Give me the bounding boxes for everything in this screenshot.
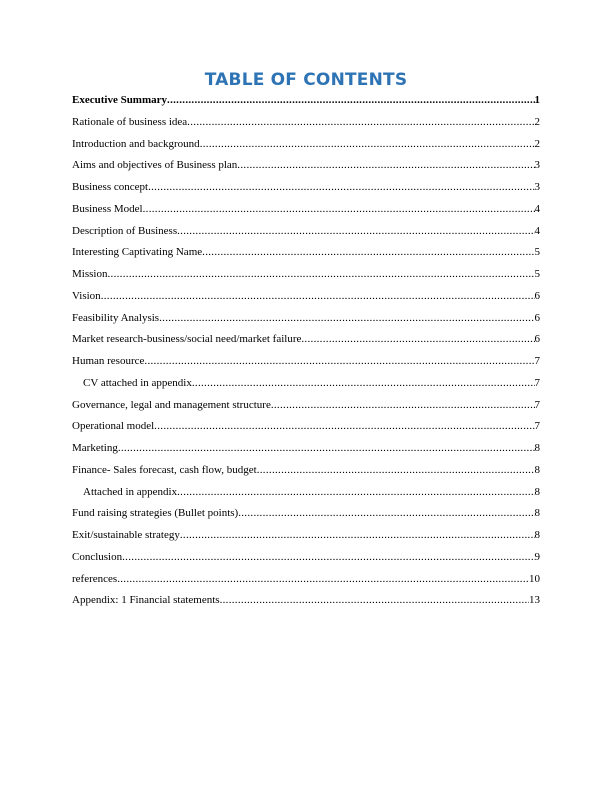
toc-dot-leader (177, 224, 534, 238)
toc-dot-leader (177, 485, 534, 499)
toc-dot-leader (159, 311, 534, 325)
toc-entry[interactable] (72, 461, 540, 483)
toc-entry[interactable] (72, 374, 540, 396)
toc-dot-leader (237, 158, 534, 172)
toc-dot-leader (118, 441, 535, 455)
toc-dot-leader (202, 245, 534, 259)
toc-entry-text: Conclusion (72, 550, 123, 563)
toc-entry[interactable] (72, 439, 540, 461)
toc-page-number: 9 (534, 550, 540, 563)
toc-entry-text: Market research-business/social need/market failure (72, 333, 302, 346)
toc-entry-text: Feasibility Analysis (72, 311, 160, 324)
toc-page-number: 7 (534, 376, 540, 389)
toc-entry-text: Finance- Sales forecast, cash flow, budget (72, 463, 257, 476)
toc-entry[interactable] (72, 504, 540, 526)
toc-page-number: 7 (534, 420, 540, 433)
toc-page-number: 4 (534, 202, 540, 215)
toc-entry-text: Aims and objectives of Business plan (72, 159, 238, 172)
toc-page-number: 8 (534, 442, 540, 454)
toc-dot-leader (301, 332, 534, 346)
toc-page-number: 6 (534, 289, 540, 302)
toc-page-number: 4 (534, 224, 540, 237)
toc-entry[interactable] (72, 591, 540, 613)
toc-dot-leader (154, 419, 534, 433)
toc-entry-text: Fund raising strategies (Bullet points) (72, 507, 239, 520)
toc-dot-leader (101, 289, 535, 303)
toc-entry[interactable] (72, 222, 540, 244)
toc-entry[interactable] (72, 352, 540, 374)
toc-page-number: 8 (534, 507, 540, 520)
toc-dot-leader (192, 376, 535, 390)
toc-entry-text: Description of Business (72, 224, 178, 237)
toc-entry[interactable] (72, 265, 540, 287)
toc-page-number: 6 (534, 333, 540, 346)
toc-page-number: 2 (534, 137, 540, 150)
toc-entry[interactable] (72, 483, 540, 505)
toc-entry-text: Mission (72, 268, 108, 280)
toc-entry[interactable] (72, 91, 540, 113)
toc-entry[interactable] (72, 526, 540, 548)
toc-page-number: 3 (534, 159, 540, 172)
toc-entry[interactable] (72, 156, 540, 178)
toc-entry-text: Exit/sustainable strategy (72, 529, 180, 541)
toc-list (72, 91, 540, 613)
toc-page-number: 8 (534, 485, 540, 498)
toc-dot-leader (167, 93, 534, 107)
toc-entry[interactable] (72, 135, 540, 157)
toc-dot-leader (143, 202, 535, 216)
toc-entry-text: Introduction and background (72, 137, 200, 150)
toc-entry-text: Operational model (72, 420, 155, 433)
toc-dot-leader (238, 506, 534, 520)
toc-dot-leader (107, 267, 534, 281)
toc-dot-leader (122, 550, 534, 564)
toc-entry[interactable] (72, 309, 540, 331)
toc-entry[interactable] (72, 287, 540, 309)
toc-entry-text: Vision (72, 289, 101, 302)
toc-entry-text: Interesting Captivating Name (72, 246, 203, 259)
toc-page-number: 1 (534, 94, 540, 106)
toc-dot-leader (180, 528, 535, 542)
toc-dot-leader (144, 354, 534, 368)
toc-entry-text: Executive Summary (72, 94, 168, 106)
toc-entry-text: Human resource (72, 355, 145, 367)
toc-entry[interactable] (72, 417, 540, 439)
toc-entry[interactable] (72, 548, 540, 570)
toc-dot-leader (148, 180, 534, 194)
toc-page-number: 6 (534, 311, 540, 324)
toc-title: TABLE OF CONTENTS (204, 70, 408, 90)
toc-dot-leader (200, 137, 535, 151)
toc-dot-leader (271, 398, 535, 412)
toc-entry-text: Rationale of business idea (72, 115, 188, 128)
toc-entry-text: Business Model (72, 202, 143, 215)
toc-entry[interactable] (72, 243, 540, 265)
toc-entry-text: Governance, legal and management structure (72, 398, 271, 411)
toc-dot-leader (117, 572, 529, 586)
toc-page-number: 7 (534, 355, 540, 367)
toc-entry[interactable] (72, 396, 540, 418)
toc-page-number: 5 (534, 268, 540, 280)
toc-page-number: 2 (534, 115, 540, 128)
toc-page-number: 13 (529, 594, 540, 607)
toc-entry-text: Appendix: 1 Financial statements (72, 594, 220, 607)
toc-entry-text: CV attached in appendix (83, 376, 192, 389)
toc-entry[interactable] (72, 178, 540, 200)
toc-entry-text: references (72, 572, 118, 585)
toc-entry[interactable] (72, 330, 540, 352)
toc-entry-text: Marketing (72, 442, 118, 454)
toc-dot-leader (187, 115, 534, 129)
toc-page-number: 8 (534, 463, 540, 476)
toc-page-number: 8 (534, 529, 540, 541)
toc-page-number: 10 (529, 572, 540, 585)
toc-entry[interactable] (72, 113, 540, 135)
toc-entry-text: Attached in appendix (83, 485, 178, 498)
toc-page-number: 3 (534, 181, 540, 193)
toc-page-number: 5 (534, 246, 540, 259)
toc-dot-leader (257, 463, 535, 477)
toc-entry[interactable] (72, 200, 540, 222)
toc-page-number: 7 (534, 398, 540, 411)
toc-entry[interactable] (72, 570, 540, 592)
toc-entry-text: Business concept (72, 181, 149, 193)
toc-dot-leader (220, 593, 529, 607)
